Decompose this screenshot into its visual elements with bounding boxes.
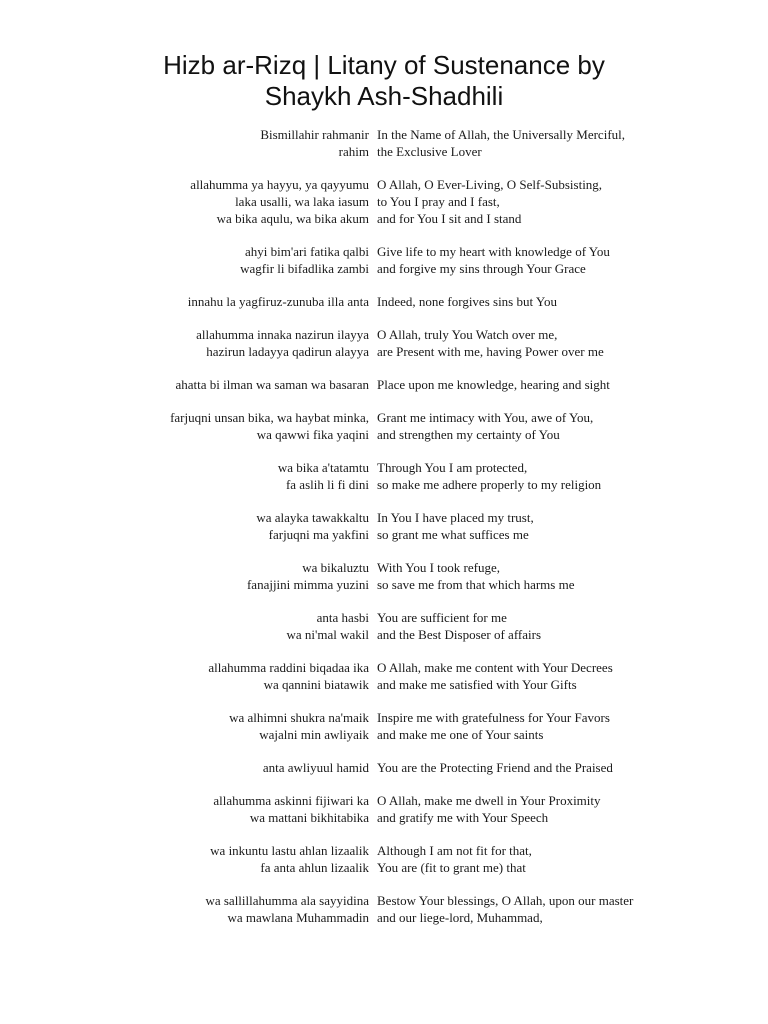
translation-line: so make me adhere properly to my religion bbox=[377, 477, 602, 492]
translation-line: and make me satisfied with Your Gifts bbox=[377, 677, 577, 692]
verse-stanza bbox=[0, 326, 768, 360]
translation-line: Place upon me knowledge, hearing and sight bbox=[377, 377, 610, 392]
translation-column bbox=[377, 709, 757, 743]
verse-stanza bbox=[0, 659, 768, 693]
verse-stanza bbox=[0, 559, 768, 593]
translation-column bbox=[377, 892, 757, 926]
verse-stanza bbox=[0, 509, 768, 543]
verse-stanza bbox=[0, 709, 768, 743]
translation-column bbox=[377, 293, 757, 310]
translation-column bbox=[377, 659, 757, 693]
transliteration-column bbox=[0, 842, 369, 876]
transliteration-column bbox=[0, 559, 369, 593]
transliteration-line: wa alhimni shukra na'maik bbox=[229, 710, 369, 725]
translation-line: Although I am not fit for that, bbox=[377, 843, 532, 858]
transliteration-line: wa qawwi fika yaqini bbox=[256, 427, 369, 442]
transliteration-line: fa anta ahlun lizaalik bbox=[260, 860, 369, 875]
transliteration-line: farjuqni ma yakfini bbox=[268, 527, 369, 542]
verse-stanza bbox=[0, 176, 768, 227]
transliteration-column bbox=[0, 126, 369, 160]
transliteration-line: innahu la yagfiruz-zunuba illa anta bbox=[187, 294, 369, 309]
page-title bbox=[0, 50, 768, 112]
title-line-2: Shaykh Ash-Shadhili bbox=[264, 81, 504, 111]
transliteration-column bbox=[0, 409, 369, 443]
translation-column bbox=[377, 559, 757, 593]
transliteration-line: farjuqni unsan bika, wa haybat minka, bbox=[170, 410, 369, 425]
translation-line: You are (fit to grant me) that bbox=[377, 860, 526, 875]
transliteration-line: wa bikaluztu bbox=[302, 560, 369, 575]
transliteration-line: wa ni'mal wakil bbox=[286, 627, 369, 642]
transliteration-line: Bismillahir rahmanir bbox=[260, 127, 369, 142]
verse-stanza bbox=[0, 792, 768, 826]
transliteration-column bbox=[0, 659, 369, 693]
verse-stanza bbox=[0, 376, 768, 393]
verse-stanza bbox=[0, 409, 768, 443]
verse-stanza bbox=[0, 759, 768, 776]
translation-line: Bestow Your blessings, O Allah, upon our master bbox=[377, 893, 634, 908]
transliteration-line: hazirun ladayya qadirun alayya bbox=[206, 344, 369, 359]
title-line-1: Hizb ar-Rizq | Litany of Sustenance by bbox=[163, 50, 605, 80]
translation-line: Indeed, none forgives sins but You bbox=[377, 294, 557, 309]
translation-line: O Allah, truly You Watch over me, bbox=[377, 327, 558, 342]
transliteration-line: wa qannini biatawik bbox=[263, 677, 369, 692]
transliteration-column bbox=[0, 509, 369, 543]
translation-column bbox=[377, 842, 757, 876]
transliteration-column bbox=[0, 293, 369, 310]
translation-line: With You I took refuge, bbox=[377, 560, 500, 575]
transliteration-line: rahim bbox=[338, 144, 369, 159]
translation-line: O Allah, make me content with Your Decrees bbox=[377, 660, 613, 675]
translation-line: O Allah, O Ever-Living, O Self-Subsisting, bbox=[377, 177, 603, 192]
transliteration-column bbox=[0, 459, 369, 493]
verse-stanza bbox=[0, 293, 768, 310]
transliteration-column bbox=[0, 326, 369, 360]
translation-line: and strengthen my certainty of You bbox=[377, 427, 560, 442]
transliteration-line: wajalni min awliyaik bbox=[259, 727, 369, 742]
transliteration-column bbox=[0, 609, 369, 643]
transliteration-line: allahumma ya hayyu, ya qayyumu bbox=[190, 177, 369, 192]
transliteration-line: allahumma innaka nazirun ilayya bbox=[196, 327, 369, 342]
translation-column bbox=[377, 243, 757, 277]
transliteration-line: anta hasbi bbox=[316, 610, 369, 625]
translation-line: and forgive my sins through Your Grace bbox=[377, 261, 586, 276]
translation-line: You are sufficient for me bbox=[377, 610, 507, 625]
translation-column bbox=[377, 326, 757, 360]
translation-column bbox=[377, 459, 757, 493]
transliteration-line: wa inkuntu lastu ahlan lizaalik bbox=[210, 843, 369, 858]
transliteration-line: wa sallillahumma ala sayyidina bbox=[205, 893, 369, 908]
translation-line: In the Name of Allah, the Universally Merciful, bbox=[377, 127, 626, 142]
transliteration-line: wa mattani bikhitabika bbox=[249, 810, 369, 825]
transliteration-line: wa alayka tawakkaltu bbox=[256, 510, 369, 525]
translation-line: and make me one of Your saints bbox=[377, 727, 544, 742]
translation-line: and our liege-lord, Muhammad, bbox=[377, 910, 543, 925]
translation-column bbox=[377, 126, 757, 160]
translation-line: so grant me what suffices me bbox=[377, 527, 529, 542]
transliteration-column bbox=[0, 376, 369, 393]
translation-line: In You I have placed my trust, bbox=[377, 510, 534, 525]
verse-stanza bbox=[0, 609, 768, 643]
transliteration-column bbox=[0, 176, 369, 227]
translation-line: Give life to my heart with knowledge of You bbox=[377, 244, 610, 259]
translation-column bbox=[377, 509, 757, 543]
verse-table bbox=[0, 126, 768, 942]
transliteration-line: allahumma raddini biqadaa ika bbox=[208, 660, 369, 675]
transliteration-line: ahatta bi ilman wa saman wa basaran bbox=[175, 377, 369, 392]
transliteration-line: fanajjini mimma yuzini bbox=[246, 577, 369, 592]
verse-stanza bbox=[0, 243, 768, 277]
verse-stanza bbox=[0, 126, 768, 160]
transliteration-column bbox=[0, 759, 369, 776]
transliteration-line: fa aslih li fi dini bbox=[285, 477, 369, 492]
translation-line: Grant me intimacy with You, awe of You, bbox=[377, 410, 594, 425]
translation-line: and for You I sit and I stand bbox=[377, 211, 522, 226]
transliteration-line: wagfir li bifadlika zambi bbox=[240, 261, 369, 276]
transliteration-line: wa bika aqulu, wa bika akum bbox=[216, 211, 369, 226]
verse-stanza bbox=[0, 459, 768, 493]
translation-line: and gratify me with Your Speech bbox=[377, 810, 549, 825]
translation-line: O Allah, make me dwell in Your Proximity bbox=[377, 793, 601, 808]
translation-column bbox=[377, 409, 757, 443]
transliteration-column bbox=[0, 243, 369, 277]
transliteration-line: anta awliyuul hamid bbox=[262, 760, 369, 775]
translation-line: the Exclusive Lover bbox=[377, 144, 482, 159]
translation-column bbox=[377, 792, 757, 826]
translation-line: You are the Protecting Friend and the Praised bbox=[377, 760, 613, 775]
transliteration-line: ahyi bim'ari fatika qalbi bbox=[245, 244, 369, 259]
translation-column bbox=[377, 759, 757, 776]
transliteration-column bbox=[0, 792, 369, 826]
translation-column bbox=[377, 376, 757, 393]
translation-line: Inspire me with gratefulness for Your Favors bbox=[377, 710, 610, 725]
verse-stanza bbox=[0, 892, 768, 926]
transliteration-column bbox=[0, 892, 369, 926]
verse-stanza bbox=[0, 842, 768, 876]
transliteration-column bbox=[0, 709, 369, 743]
translation-line: to You I pray and I fast, bbox=[377, 194, 500, 209]
transliteration-line: wa mawlana Muhammadin bbox=[227, 910, 369, 925]
transliteration-line: wa bika a'tatamtu bbox=[277, 460, 369, 475]
translation-column bbox=[377, 609, 757, 643]
translation-column bbox=[377, 176, 757, 227]
transliteration-line: laka usalli, wa laka iasum bbox=[235, 194, 369, 209]
translation-line: and the Best Disposer of affairs bbox=[377, 627, 542, 642]
transliteration-line: allahumma askinni fijiwari ka bbox=[213, 793, 369, 808]
translation-line: Through You I am protected, bbox=[377, 460, 528, 475]
translation-line: are Present with me, having Power over me bbox=[377, 344, 604, 359]
translation-line: so save me from that which harms me bbox=[377, 577, 575, 592]
